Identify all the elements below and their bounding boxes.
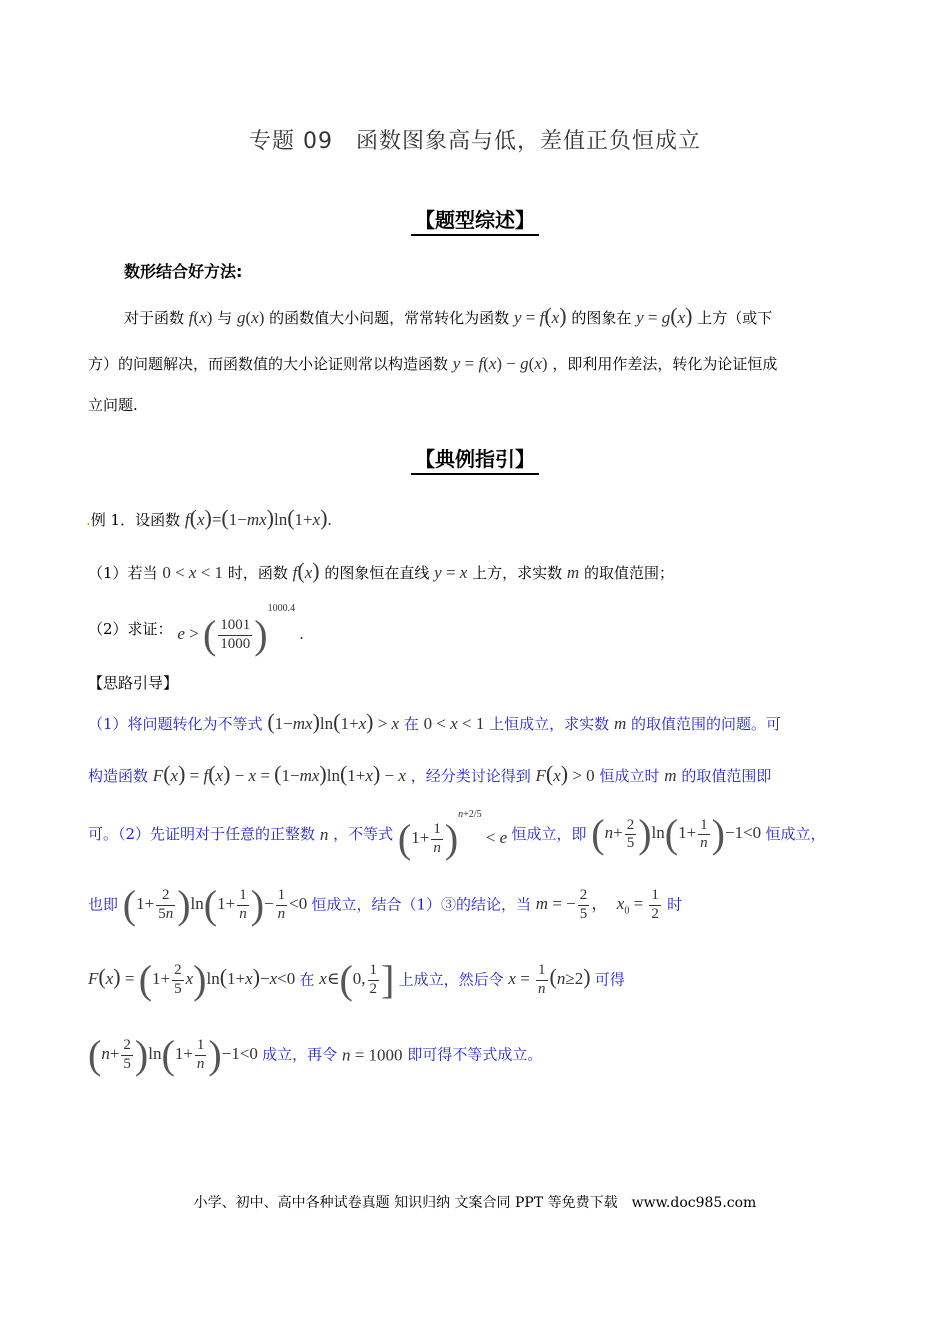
overview-text: 与 bbox=[217, 309, 233, 327]
overview-line-2 bbox=[88, 355, 777, 372]
solution-text: 即可得不等式成立。 bbox=[407, 1045, 543, 1064]
example-text: 的图象恒在直线 bbox=[324, 564, 430, 582]
section-heading-overview bbox=[0, 204, 950, 233]
formula: (n+ $\frac{2}{5}$ )ln(1+ $\frac{1}{n}$ )−1<0 bbox=[591, 811, 766, 857]
page-footer: 小学、初中、高中各种试卷真题 知识归纳 文案合同 PPT 等免费下载 www.doc985.com bbox=[193, 1195, 757, 1211]
overview-text: 方）的问题解决，而函数值的大小论证则常以构造函数 bbox=[88, 355, 449, 373]
solution-line-3 bbox=[88, 809, 826, 862]
method-heading: 数形结合好方法: bbox=[124, 262, 243, 281]
solution-line-4 bbox=[88, 882, 683, 927]
formula: x∈(0, $\frac{1}{2}$ ] bbox=[319, 957, 395, 1002]
example-text: 例 1．设函数 bbox=[90, 511, 181, 529]
solution-line-2 bbox=[88, 763, 771, 785]
formula: F(x) > 0 bbox=[535, 761, 595, 786]
solution-text: 上恒成立，求实数 bbox=[489, 715, 610, 733]
example-1-q2 bbox=[88, 603, 304, 658]
formula: F(x) = f(x) − x = (1−mx)ln(1+x) − x bbox=[152, 761, 406, 786]
formula: m bbox=[566, 563, 580, 582]
solution-text: 构造函数 bbox=[88, 767, 149, 785]
formula: 0 < x < 1 bbox=[162, 563, 224, 582]
formula: y = g(x) bbox=[636, 303, 693, 328]
solution-text: 可。（2）先证明对于任意的正整数 bbox=[88, 825, 316, 844]
section-heading-examples-text: 【典例指引】 bbox=[411, 447, 539, 475]
page-title: 专题 09 函数图象高与低，差值正负恒成立 bbox=[249, 129, 701, 154]
formula: m bbox=[613, 714, 627, 733]
formula: f(x)=(1−mx)ln(1+x). bbox=[184, 505, 332, 530]
formula: (1−mx)ln(1+x) > x bbox=[267, 709, 400, 734]
overview-text: 上方（或下 bbox=[697, 309, 773, 327]
overview-text: 的函数值大小问题，常常转化为函数 bbox=[269, 309, 510, 327]
example-1-q1 bbox=[88, 560, 674, 582]
solution-text: 可得 bbox=[594, 970, 625, 989]
solution-line-1 bbox=[88, 711, 781, 733]
solution-text: 恒成立时 bbox=[599, 767, 660, 785]
hint-heading: 【思路引导】 bbox=[88, 674, 179, 692]
formula: y = f(x) bbox=[513, 303, 567, 328]
formula: (1+ $\frac{2}{5n}$ )ln(1+ $\frac{1}{n}$ )− $\frac{1}{n}$ <0 bbox=[122, 882, 312, 927]
example-text: 上方，求实数 bbox=[472, 564, 563, 582]
formula: n = 1000 bbox=[341, 1045, 403, 1065]
section-heading-examples bbox=[0, 443, 950, 472]
formula: n bbox=[319, 825, 329, 845]
formula: (1+ $\frac{1}{n}$ )$^{n+2/5}$ < e bbox=[397, 809, 508, 862]
formula: x = $\frac{1}{n}$ (n≥2) bbox=[508, 962, 591, 997]
formula: g(x) bbox=[237, 308, 265, 327]
solution-text: 在 bbox=[403, 715, 419, 733]
solution-text: ，经分类讨论得到 bbox=[410, 767, 531, 785]
solution-line-6 bbox=[88, 1032, 543, 1077]
solution-text: 的取值范围即 bbox=[681, 767, 772, 785]
solution-text: 在 bbox=[299, 970, 315, 989]
solution-text: 的取值范围的问题。可 bbox=[631, 715, 782, 733]
formula: y = f(x) − g(x) bbox=[452, 354, 548, 373]
solution-text: ，不等式 bbox=[333, 825, 394, 844]
formula: 0 < x < 1 bbox=[423, 714, 485, 733]
formula: e > ( $\frac{1001}{1000}$ )$^{1000.4}$ . bbox=[177, 603, 304, 658]
formula: m = − $\frac{2}{5}$ ， $x_0$ = $\frac{1}{2}$ bbox=[535, 887, 659, 922]
solution-line-5 bbox=[88, 957, 625, 1002]
example-text: （1）若当 bbox=[88, 564, 158, 582]
solution-text: 时 bbox=[667, 895, 683, 914]
overview-line-3: 立问题. bbox=[88, 396, 138, 414]
example-text: 的取值范围； bbox=[583, 564, 674, 582]
marker-dot: . bbox=[86, 511, 91, 529]
formula: y = x bbox=[434, 563, 468, 582]
example-1-statement bbox=[86, 507, 332, 529]
formula: F(x) = (1+ $\frac{2}{5}$ x)ln(1+x)−x<0 bbox=[88, 957, 300, 1002]
section-heading-overview-text: 【题型综述】 bbox=[411, 208, 539, 236]
solution-text: 成立，再令 bbox=[262, 1045, 338, 1064]
formula: f(x) bbox=[292, 558, 320, 583]
example-text: （2）求证： bbox=[88, 620, 173, 639]
solution-text: （1）将问题转化为不等式 bbox=[88, 715, 263, 733]
solution-text: 上成立，然后令 bbox=[398, 970, 504, 989]
example-text: 时，函数 bbox=[227, 564, 288, 582]
solution-text: 恒成立，结合（1）③的结论，当 bbox=[311, 895, 532, 914]
overview-line-1 bbox=[124, 305, 772, 327]
formula: (n+ $\frac{2}{5}$ )ln(1+ $\frac{1}{n}$ )−1<0 bbox=[88, 1032, 263, 1077]
solution-text: 恒成立，即 bbox=[511, 825, 587, 844]
overview-text: 的图象在 bbox=[571, 309, 632, 327]
overview-text: ，即利用作差法，转化为论证恒成 bbox=[552, 355, 778, 373]
formula: f(x) bbox=[188, 308, 213, 327]
solution-text: 恒成立， bbox=[765, 825, 826, 844]
solution-text: 也即 bbox=[88, 895, 119, 914]
formula: m bbox=[664, 766, 677, 785]
overview-text: 对于函数 bbox=[124, 309, 185, 327]
